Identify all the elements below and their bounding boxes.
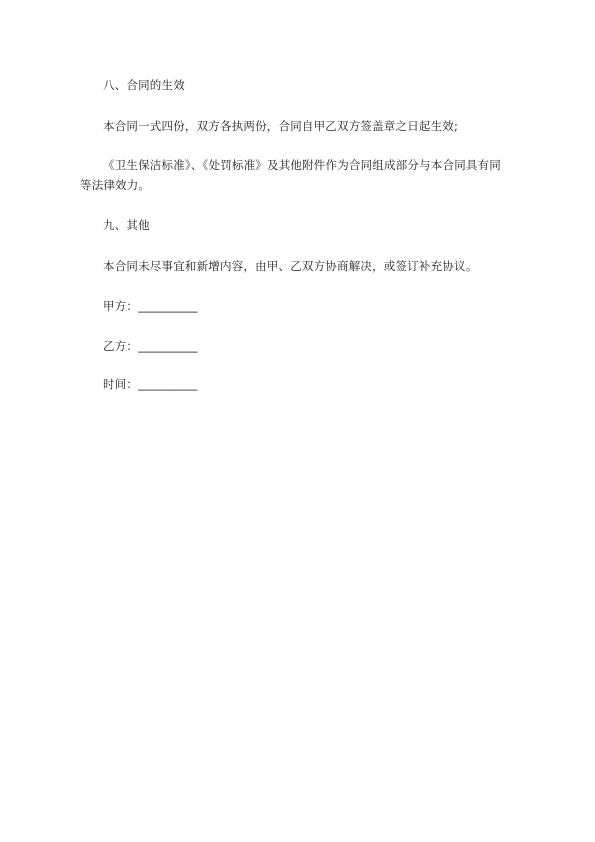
section-9-heading: 九、其他 [103, 218, 150, 232]
section-8-paragraph-1: 本合同一式四份，双方各执两份，合同自甲乙双方签盖章之日起生效; [103, 119, 459, 133]
section-8-heading: 八、合同的生效 [103, 78, 185, 92]
section-9-paragraph-1: 本合同未尽事宜和新增内容，由甲、乙双方协商解决，或签订补充协议。 [103, 259, 478, 273]
date-signature: 时间：__________ [103, 377, 198, 391]
section-8-paragraph-2-line-1: 《卫生保洁标准》、《处罚标准》及其他附件作为合同组成部分与本合同具有同 [103, 158, 501, 172]
section-8-paragraph-2-line-2: 等法律效力。 [80, 178, 151, 192]
party-a-signature: 甲方：__________ [103, 299, 198, 313]
party-b-signature: 乙方：__________ [103, 339, 198, 353]
